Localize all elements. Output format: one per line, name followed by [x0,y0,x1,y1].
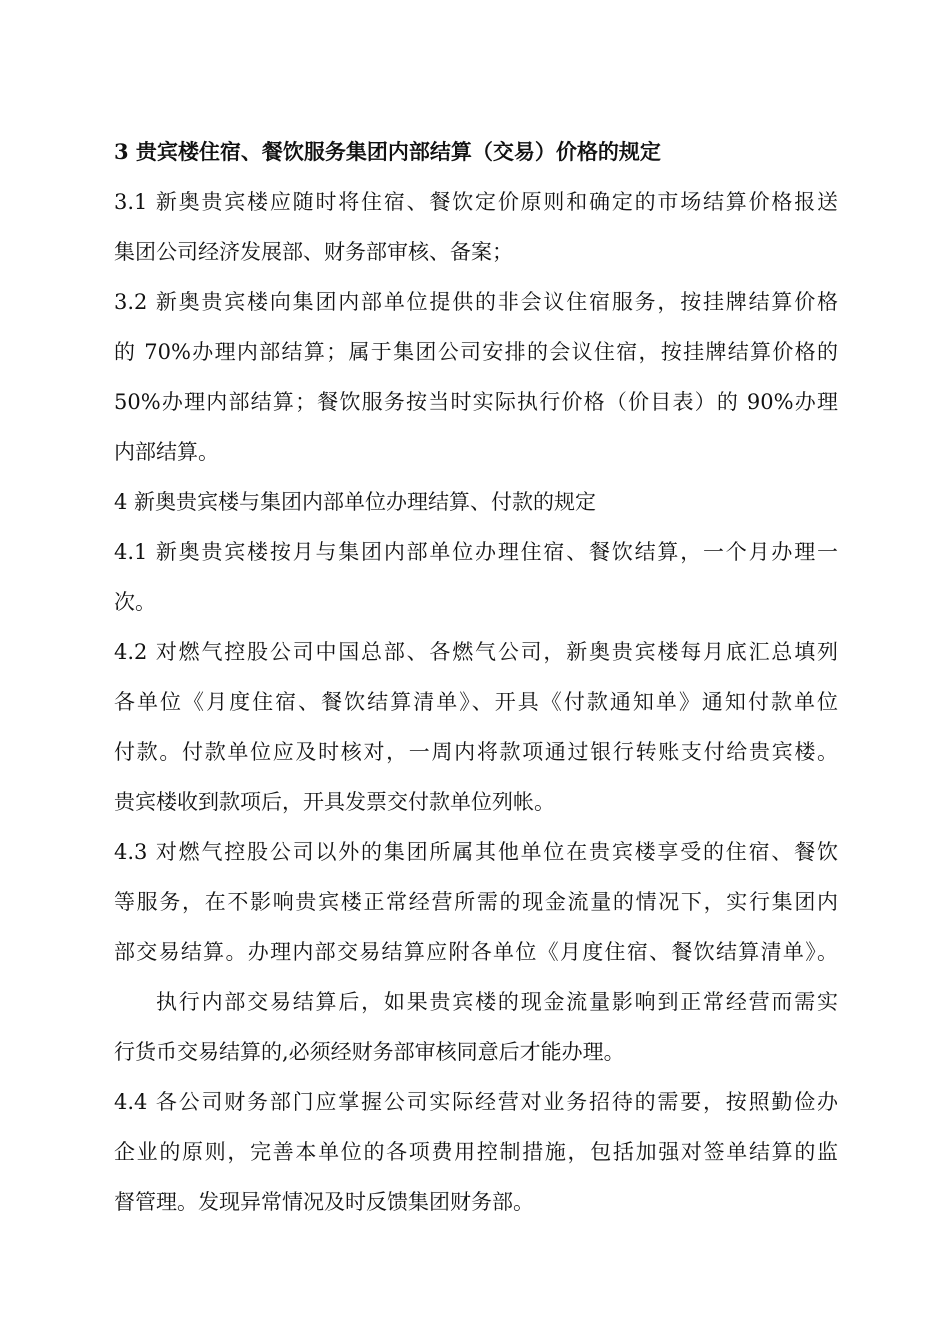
paragraph-line: 次。 [114,590,156,614]
paragraph-line: 的 70%办理内部结算；属于集团公司安排的会议住宿，按挂牌结算价格的 [114,340,838,364]
paragraph-line: 4.2 对燃气控股公司中国总部、各燃气公司，新奥贵宾楼每月底汇总填列 [114,640,838,664]
section-heading-3: 3 贵宾楼住宿、餐饮服务集团内部结算（交易）价格的规定 [114,139,661,164]
paragraph-line: 各单位《月度住宿、餐饮结算清单》、开具《付款通知单》通知付款单位 [114,690,838,714]
document-body [114,127,838,1227]
paragraph-3-1 [114,177,838,277]
paragraph-line: 行货币交易结算的,必须经财务部审核同意后才能办理。 [114,1040,625,1064]
paragraph-line: 付款。付款单位应及时核对，一周内将款项通过银行转账支付给贵宾楼。 [114,740,838,764]
paragraph-line: 督管理。发现异常情况及时反馈集团财务部。 [114,1190,534,1214]
paragraph-line: 执行内部交易结算后，如果贵宾楼的现金流量影响到正常经营而需实 [156,990,838,1014]
paragraph-4-1 [114,527,838,627]
paragraph-4-3-continued [114,977,838,1077]
paragraph-line: 等服务，在不影响贵宾楼正常经营所需的现金流量的情况下，实行集团内 [114,890,838,914]
paragraph-4-2 [114,627,838,827]
paragraph-line: 企业的原则，完善本单位的各项费用控制措施，包括加强对签单结算的监 [114,1140,838,1164]
paragraph-line: 4.3 对燃气控股公司以外的集团所属其他单位在贵宾楼享受的住宿、餐饮 [114,840,838,864]
section-heading-4: 4 新奥贵宾楼与集团内部单位办理结算、付款的规定 [114,490,597,514]
paragraph-line: 4.4 各公司财务部门应掌握公司实际经营对业务招待的需要，按照勤俭办 [114,1090,838,1114]
paragraph-line: 部交易结算。办理内部交易结算应附各单位《月度住宿、餐饮结算清单》。 [114,940,838,964]
paragraph-line: 贵宾楼收到款项后，开具发票交付款单位列帐。 [114,790,555,814]
paragraph-line: 3.2 新奥贵宾楼向集团内部单位提供的非会议住宿服务，按挂牌结算价格 [114,290,838,314]
paragraph-line: 内部结算。 [114,440,219,464]
paragraph-line: 3.1 新奥贵宾楼应随时将住宿、餐饮定价原则和确定的市场结算价格报送 [114,190,838,214]
paragraph-4-4 [114,1077,838,1227]
paragraph-line: 50%办理内部结算；餐饮服务按当时实际执行价格（价目表）的 90%办理 [114,390,838,414]
paragraph-line: 4.1 新奥贵宾楼按月与集团内部单位办理住宿、餐饮结算，一个月办理一 [114,540,838,564]
paragraph-4-3 [114,827,838,977]
paragraph-line: 集团公司经济发展部、财务部审核、备案； [114,240,513,264]
paragraph-3-2 [114,277,838,477]
